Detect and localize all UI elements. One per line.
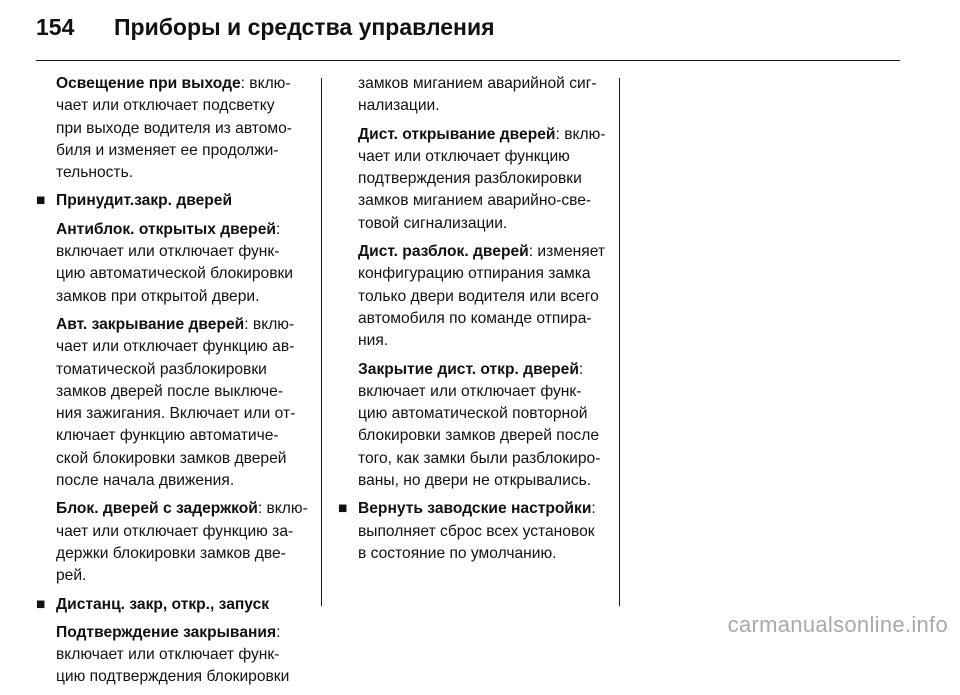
bullet-forced-lock [36,190,314,587]
header-rule [36,60,900,61]
chapter-title: Приборы и средства управления [114,14,495,40]
watermark: carmanualsonline.info [727,612,948,637]
entry-term: Освещение при выходе [56,75,241,92]
bullet-remote-functions [36,594,314,689]
entry-term: Антиблок. открытых дверей [56,220,276,238]
entry-continuation: замков миганием аварийной сиг- нализации. [358,75,597,115]
entry-term: Закрытие дист. откр. дверей [358,360,579,378]
bullet-mark: ■ [36,595,46,613]
entry-remote-door-open: Дист. открывание дверей: вклю- чает или отключает функцию подтверждения разблокировки замков миганием аварийно-све- товой сигнализации. [358,125,606,232]
entry-antilock-open-doors: Антиблок. открытых дверей: включает или отключает функ- цию автоматической блокировки замков при открытой двери. [56,220,294,305]
entry-lock-confirmation: Подтверждение закрывания: включает или отключает функ- цию подтверждения блокировки [56,623,290,686]
entry-term: Блок. дверей с задержкой [56,500,258,518]
entry-delayed-door-lock: Блок. дверей с задержкой: вклю- чает или отключает функцию за- держки блокировки замков две- рей. [56,500,308,585]
bullet-factory-reset [338,498,614,565]
bullet-mark: ■ [36,192,46,210]
page-header [36,14,495,50]
entry-term: Вернуть заводские настройки [358,500,592,518]
bullet-mark: ■ [338,500,348,518]
entry-term: Подтверждение закрывания [56,623,277,641]
text-column-2 [338,73,614,571]
entry-term: Дист. разблок. дверей [358,243,529,261]
entry-remote-relock: Закрытие дист. откр. дверей: включает или отключает функ- цию автоматической повторной блокировки замков дверей после того, как замки были разблокиро- ваны, но двери не открывались. [358,360,601,490]
column-divider-left [321,78,322,606]
bullet-heading: ■ Дистанц. закр, откр., запуск [56,594,314,616]
entry-term: Дист. открывание дверей [358,125,556,143]
bullet-heading: ■ Вернуть заводские настройки: выполняет сброс всех установок в состояние по умолчанию. [338,500,596,562]
bullet-heading: ■ Принудит.закр. дверей [56,190,314,212]
page-number: 154 [36,14,75,40]
entry-term: Авт. закрывание дверей [56,315,245,333]
entry-exit-lighting: Освещение при выходе: вклю- чает или отключает подсветку при выходе водителя из автомо- биля и изменяет ее продолжи- тельность. [56,75,292,182]
column-divider-right [619,78,620,606]
entry-remote-door-unlock: Дист. разблок. дверей: изменяет конфигурацию отпирания замка только двери водителя или всего автомобиля по команде отпира- ния. [358,243,606,350]
text-column-1 [36,73,314,695]
entry-auto-door-lock: Авт. закрывание дверей: вклю- чает или отключает функцию ав- томатической разблокировки замков дверей после выключе- ния зажигания. Включает или от- ключает функцию автоматиче- ской блокировки замков дверей после начала движения. [56,315,296,490]
